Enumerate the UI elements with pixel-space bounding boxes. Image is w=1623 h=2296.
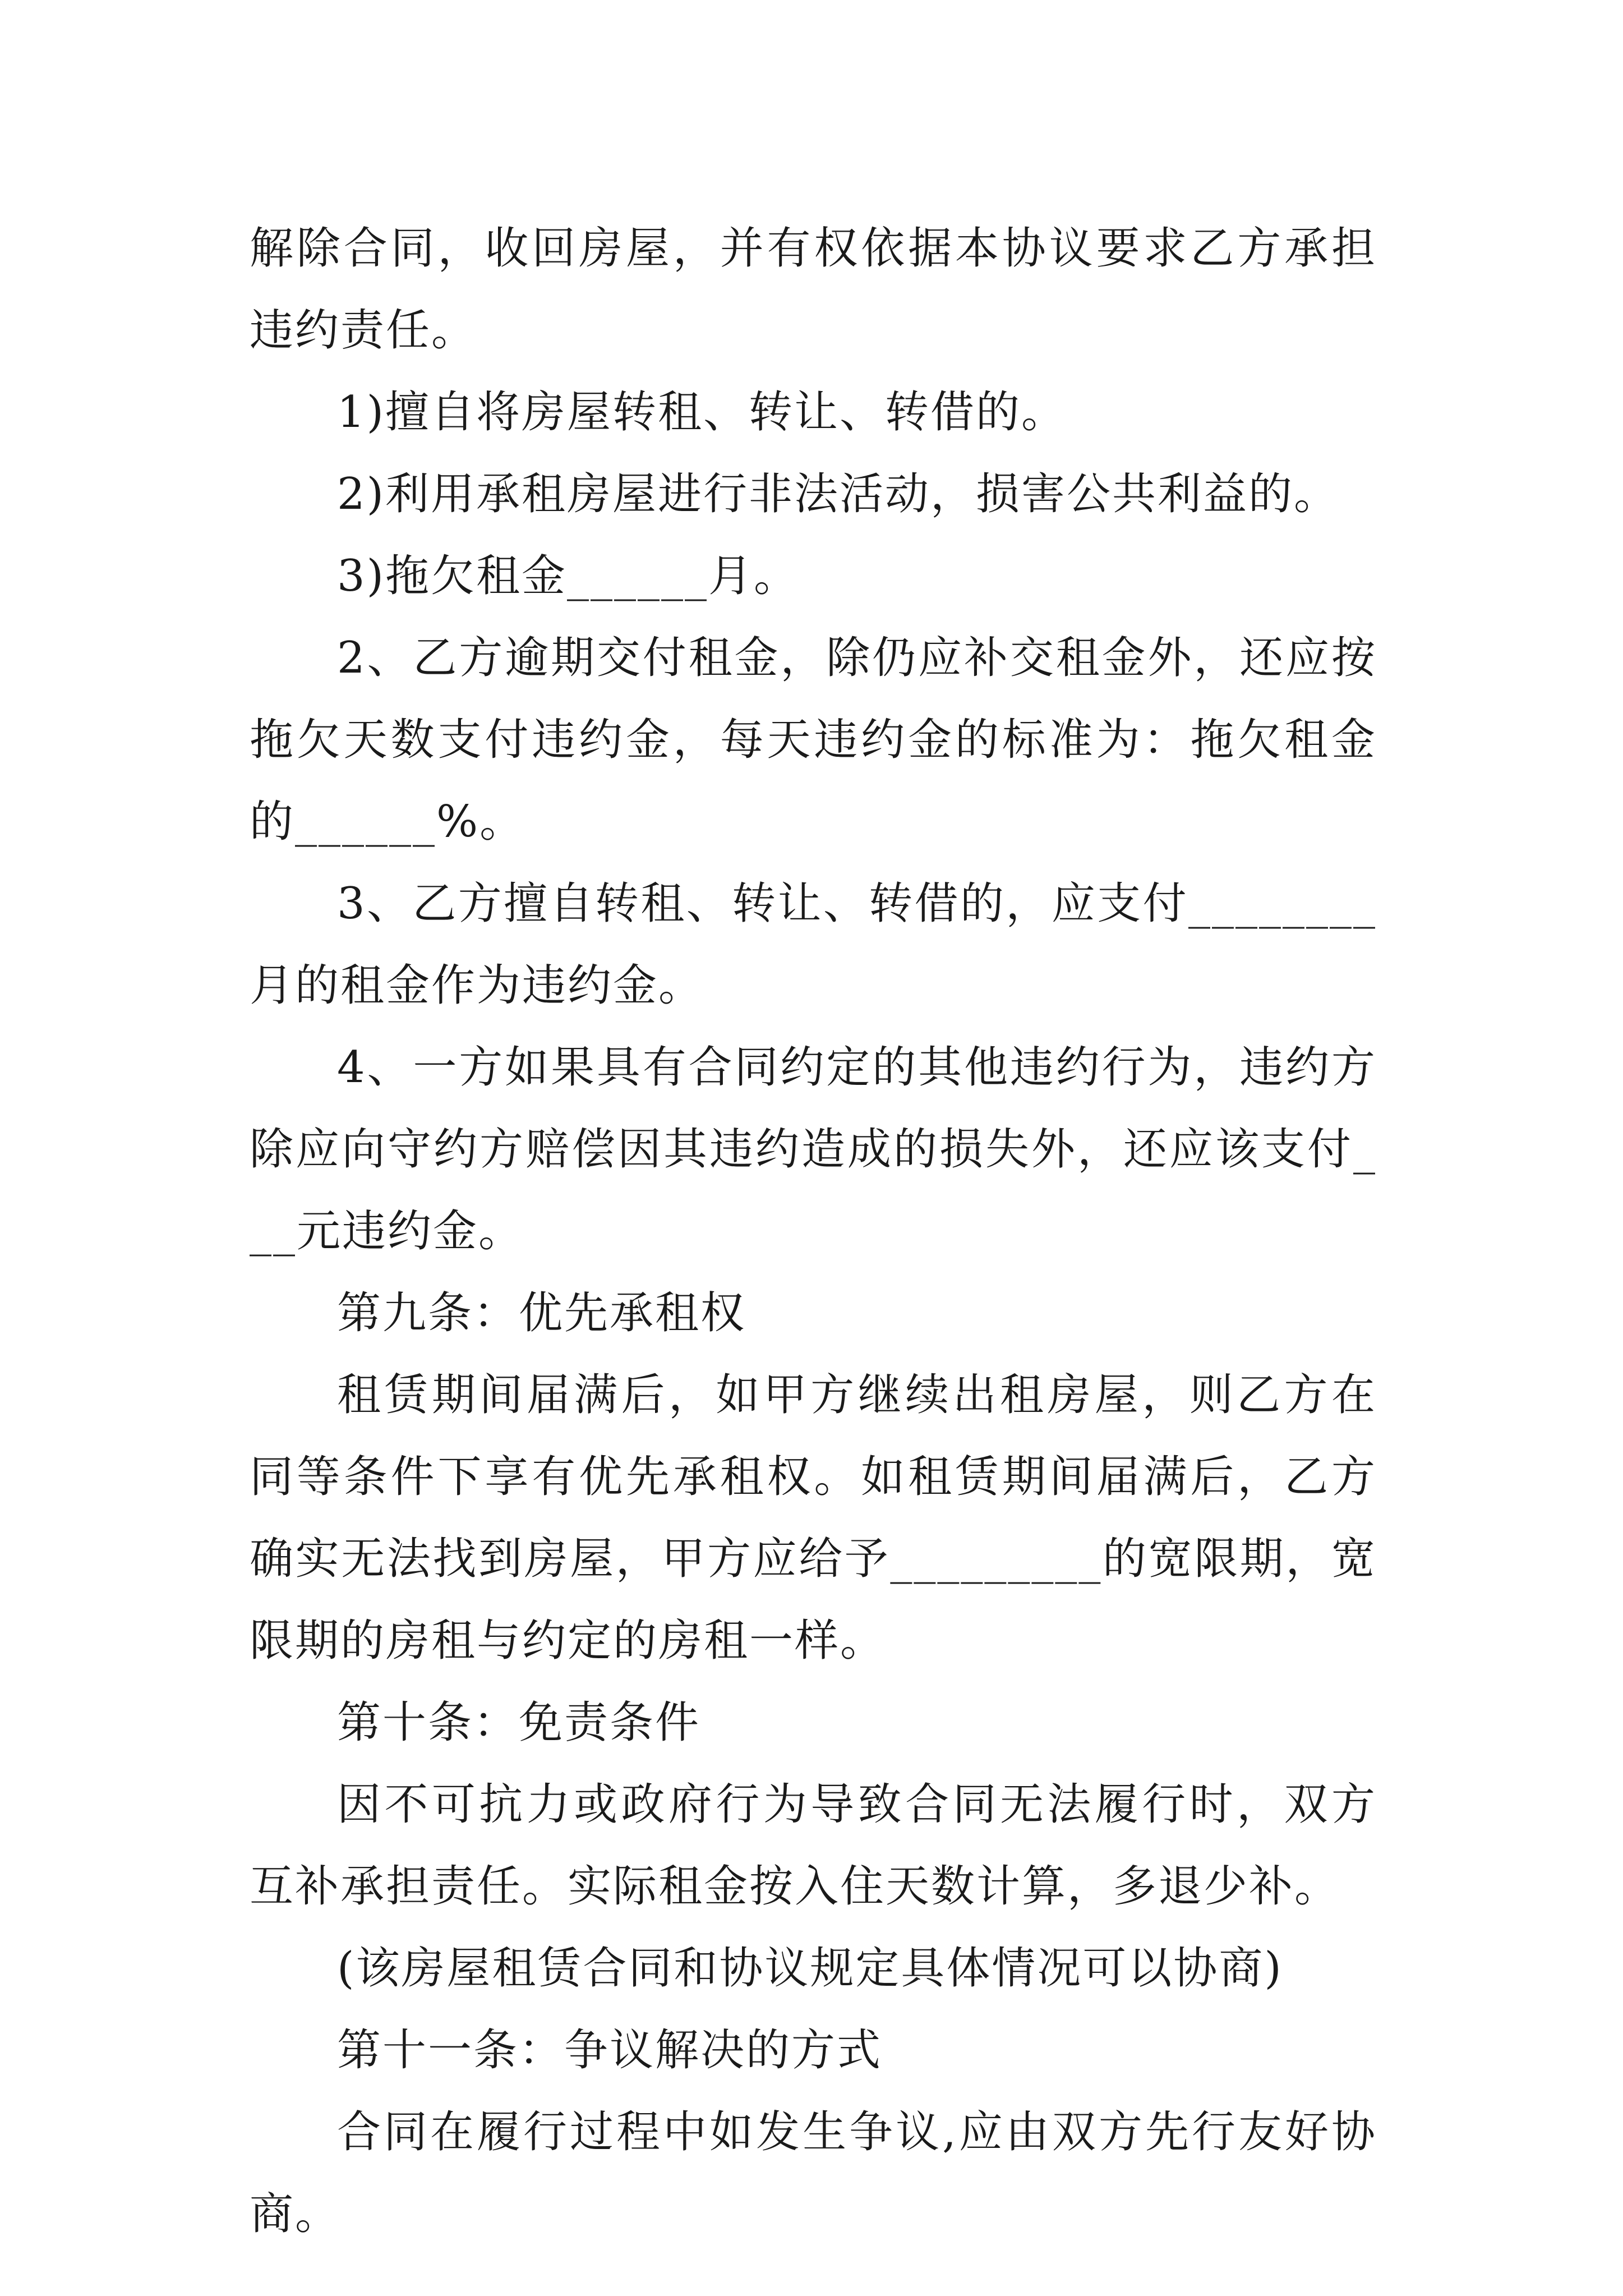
paragraph-item-illegal-activity: 2)利用承租房屋进行非法活动，损害公共利益的。 [337, 469, 1340, 519]
paragraph-force-majeure: 因不可抗力或政府行为导致合同无法履行时，双方互补承担责任。实际租金按入住天数计算，多退少补。 [250, 1779, 1377, 1912]
paragraph-contract-termination: 解除合同，收回房屋，并有权依据本协议要求乙方承担违约责任。 [250, 223, 1377, 356]
paragraph-item-rent-arrears: 3)拖欠租金______月。 [337, 551, 800, 601]
paragraph-sublease-penalty: 3、乙方擅自转租、转让、转借的，应支付________月的租金作为违约金。 [250, 878, 1377, 1011]
heading-article-9: 第九条：优先承租权 [337, 1288, 746, 1338]
document-body [250, 208, 1377, 2255]
heading-article-10: 第十条：免责条件 [337, 1697, 701, 1748]
paragraph-priority-lease: 租赁期间届满后，如甲方继续出租房屋，则乙方在同等条件下享有优先承租权。如租赁期间届满后，乙方确实无法找到房屋，甲方应给予_________的宽限期，宽限期的房租与约定的房租一样。 [250, 1370, 1377, 1666]
paragraph-item-sublease: 1)擅自将房屋转租、转让、转借的。 [337, 387, 1067, 438]
paragraph-late-payment-penalty: 2、乙方逾期交付租金，除仍应补交租金外，还应按拖欠天数支付违约金，每天违约金的标准为：拖欠租金的______%。 [250, 633, 1377, 847]
paragraph-dispute-resolution: 合同在履行过程中如发生争议,应由双方先行友好协商。 [250, 2107, 1377, 2239]
paragraph-negotiation-note: (该房屋租赁合同和协议规定具体情况可以协商) [337, 1943, 1283, 1994]
heading-article-11: 第十一条：争议解决的方式 [337, 2025, 883, 2076]
paragraph-other-breach-penalty: 4、一方如果具有合同约定的其他违约行为，违约方除应向守约方赔偿因其违约造成的损失外，还应该支付___元违约金。 [250, 1042, 1377, 1257]
